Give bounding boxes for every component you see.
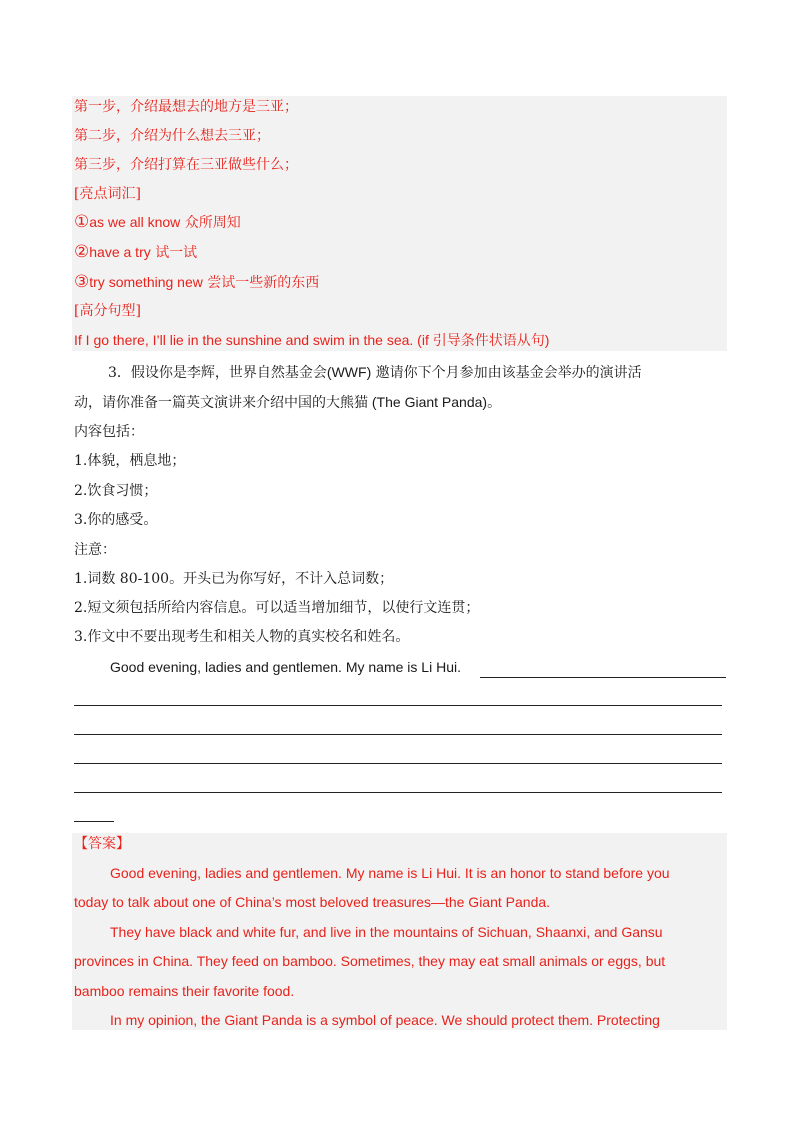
- content-item-1: 1.体貌，栖息地；: [74, 453, 186, 469]
- vocab-en: have a try: [89, 244, 151, 260]
- vocab-en: try something new: [89, 274, 203, 290]
- guide-step-3: 第三步，介绍打算在三亚做些什么；: [74, 157, 298, 173]
- task-prompt-line-2: [74, 392, 501, 413]
- essay-opening: Good evening, ladies and gentlemen. My name is Li Hui.: [110, 659, 461, 675]
- vocab-en: as we all know: [89, 214, 181, 230]
- vocab-zh: 试一试: [155, 245, 198, 261]
- content-item-2: 2.饮食习惯；: [74, 483, 158, 499]
- sentence-close: ): [544, 332, 550, 348]
- vocab-zh: 众所周知: [184, 215, 241, 231]
- vocab-marker: ②: [74, 242, 90, 262]
- prompt-text: 。: [487, 395, 502, 411]
- note-2: 2.短文须包括所给内容信息。可以适当增加细节，以使行文连贯；: [74, 600, 480, 616]
- task-prompt-line-1: [108, 362, 642, 383]
- prompt-text: 邀请你下个月参加由该基金会举办的演讲活: [371, 365, 642, 381]
- answer-line: bamboo remains their favorite food.: [74, 983, 295, 999]
- sentence-zh: 引导条件状语从句: [432, 333, 545, 349]
- writing-line[interactable]: [74, 792, 722, 793]
- answer-line: today to talk about one of China’s most beloved treasures—the Giant Panda.: [74, 894, 551, 910]
- answer-line: They have black and white fur, and live in the mountains of Sichuan, Shaanxi, and Gansu: [110, 924, 663, 940]
- answer-line: Good evening, ladies and gentlemen. My name is Li Hui. It is an honor to stand before you: [110, 865, 670, 881]
- writing-line[interactable]: [74, 821, 114, 822]
- vocab-item-3: [74, 272, 319, 293]
- prompt-wwf: (WWF): [326, 364, 372, 380]
- guide-step-1: 第一步，介绍最想去的地方是三亚；: [74, 99, 298, 115]
- prompt-text: 3．假设你是李辉，世界自然基金会: [108, 365, 327, 381]
- sentence-en: If I go there, I’ll lie in the sunshine and swim in the sea. (if: [74, 332, 433, 348]
- prompt-panda: (The Giant Panda): [368, 394, 488, 410]
- sentence-heading: [高分句型]: [74, 303, 141, 319]
- writing-line[interactable]: [74, 705, 722, 706]
- prompt-text: 动，请你准备一篇英文演讲来介绍中国的大熊猫: [74, 395, 368, 411]
- content-item-3: 3.你的感受。: [74, 512, 158, 528]
- vocab-item-1: [74, 212, 241, 233]
- vocab-item-2: [74, 242, 197, 263]
- writing-line[interactable]: [480, 677, 726, 678]
- notes-heading: 注意：: [74, 542, 116, 558]
- model-sentence: [74, 330, 549, 351]
- answer-line: provinces in China. They feed on bamboo. Sometimes, they may eat small animals or eggs, but: [74, 953, 666, 969]
- note-3: 3.作文中不要出现考生和相关人物的真实校名和姓名。: [74, 629, 410, 645]
- vocab-marker: ①: [74, 212, 90, 232]
- answer-heading: 【答案】: [74, 836, 130, 852]
- note-1: 1.词数 80-100。开头已为你写好，不计入总词数；: [74, 571, 394, 587]
- vocab-heading: [亮点词汇]: [74, 186, 141, 202]
- vocab-marker: ③: [74, 272, 90, 292]
- answer-line: In my opinion, the Giant Panda is a symbol of peace. We should protect them. Protecting: [110, 1012, 660, 1028]
- content-heading: 内容包括：: [74, 424, 144, 440]
- writing-line[interactable]: [74, 734, 722, 735]
- vocab-zh: 尝试一些新的东西: [207, 275, 320, 291]
- guide-step-2: 第二步，介绍为什么想去三亚；: [74, 128, 270, 144]
- writing-line[interactable]: [74, 763, 722, 764]
